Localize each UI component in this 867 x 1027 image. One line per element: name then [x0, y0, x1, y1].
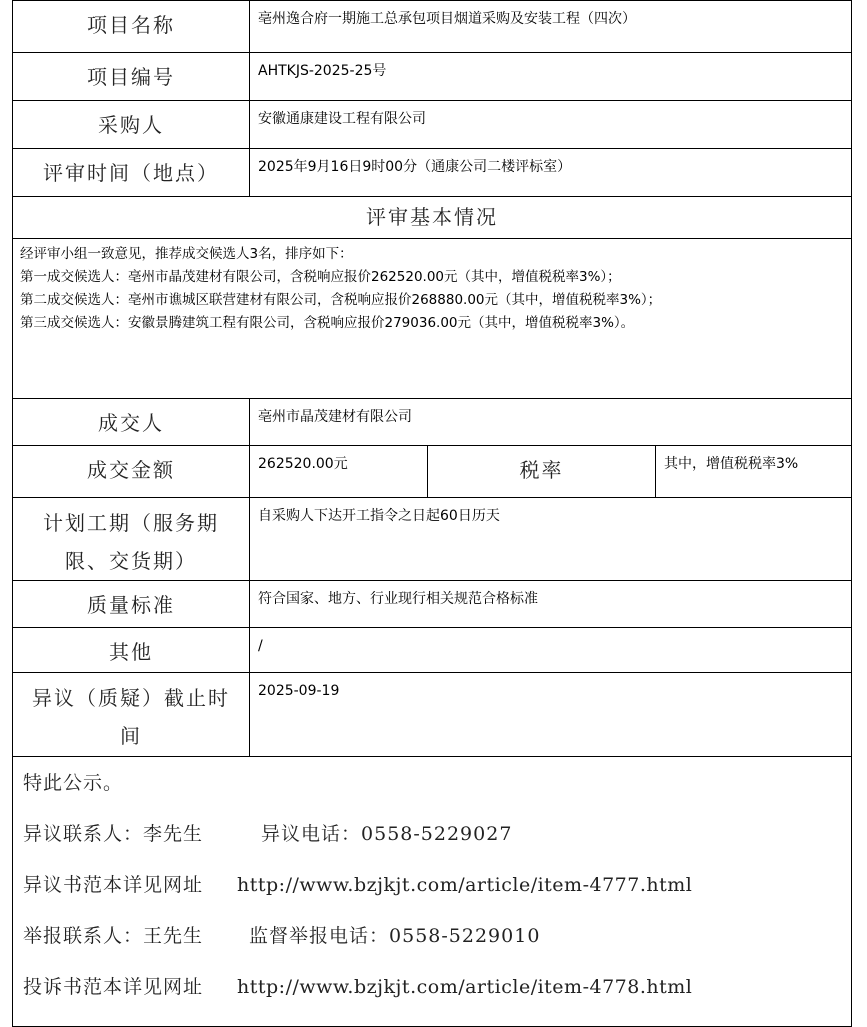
row-quality — [13, 581, 852, 628]
objection-doc-link[interactable]: http://www.bzjkjt.com/article/item-4777.html — [237, 874, 693, 896]
review-section-title: 评审基本情况 — [13, 197, 852, 239]
project-name-value: 亳州逸合府一期施工总承包项目烟道采购及安装工程（四次） — [250, 1, 852, 53]
row-amount — [13, 446, 852, 498]
quality-label: 质量标准 — [13, 581, 250, 628]
review-time-value: 2025年9月16日9时00分（通康公司二楼评标室） — [250, 149, 852, 197]
objection-deadline-label-line: 异议（质疑）截止时 — [32, 686, 230, 710]
announcement-document — [12, 0, 851, 1018]
purchaser-label: 采购人 — [13, 101, 250, 149]
objection-doc-label: 异议书范本详见网址 — [23, 874, 204, 896]
objection-contact-line — [23, 822, 841, 873]
other-value: / — [250, 628, 852, 673]
review-summary-line: 第三成交候选人：安徽景腾建筑工程有限公司，含税响应报价279036.00元（其中，增值税税率3%）。 — [20, 315, 635, 331]
tax-value: 其中，增值税税率3% — [656, 446, 852, 498]
complaint-doc-link[interactable]: http://www.bzjkjt.com/article/item-4778.html — [237, 976, 693, 998]
objection-contact: 异议联系人：李先生 — [23, 823, 204, 845]
purchaser-value: 安徽通康建设工程有限公司 — [250, 101, 852, 149]
project-name-label: 项目名称 — [13, 1, 250, 53]
winner-value: 亳州市晶茂建材有限公司 — [250, 399, 852, 446]
complaint-doc-label: 投诉书范本详见网址 — [23, 976, 204, 998]
row-review-summary — [13, 239, 852, 399]
row-winner — [13, 399, 852, 446]
amount-value: 262520.00元 — [250, 446, 428, 498]
other-label: 其他 — [13, 628, 250, 673]
row-other — [13, 628, 852, 673]
row-purchaser — [13, 101, 852, 149]
objection-deadline-label-line: 间 — [120, 724, 142, 748]
tax-label: 税率 — [428, 446, 656, 498]
row-project-name — [13, 1, 852, 53]
period-label-line: 计划工期（服务期 — [43, 511, 219, 535]
report-phone: 监督举报电话：0558-5229010 — [249, 925, 541, 947]
notice-block — [13, 757, 852, 1027]
period-label-line: 限、交货期） — [65, 549, 197, 573]
project-number-label: 项目编号 — [13, 53, 250, 101]
row-review-time — [13, 149, 852, 197]
announcement-table — [12, 0, 852, 1027]
notice-intro: 特此公示。 — [23, 772, 124, 794]
objection-deadline-value: 2025-09-19 — [250, 673, 852, 757]
review-summary-line: 第二成交候选人：亳州市谯城区联营建材有限公司，含税响应报价268880.00元（其中，增值税税率3%）； — [20, 292, 662, 308]
period-label — [13, 498, 250, 581]
review-summary-line: 第一成交候选人：亳州市晶茂建材有限公司，含税响应报价262520.00元（其中，增值税税率3%）； — [20, 269, 621, 285]
review-time-label: 评审时间（地点） — [13, 149, 250, 197]
objection-phone: 异议电话：0558-5229027 — [261, 823, 513, 845]
row-objection-deadline — [13, 673, 852, 757]
row-review-title — [13, 197, 852, 239]
period-value: 自采购人下达开工指令之日起60日历天 — [250, 498, 852, 581]
complaint-doc-line — [23, 975, 841, 1026]
objection-doc-line — [23, 873, 841, 924]
amount-label: 成交金额 — [13, 446, 250, 498]
row-project-number — [13, 53, 852, 101]
review-summary-line: 经评审小组一致意见，推荐成交候选人3名，排序如下： — [20, 246, 353, 262]
row-notice — [13, 757, 852, 1027]
objection-deadline-label — [13, 673, 250, 757]
quality-value: 符合国家、地方、行业现行相关规范合格标准 — [250, 581, 852, 628]
report-contact-line — [23, 924, 841, 975]
project-number-value: AHTKJS-2025-25号 — [250, 53, 852, 101]
report-contact: 举报联系人：王先生 — [23, 925, 204, 947]
row-period — [13, 498, 852, 581]
review-summary — [13, 239, 852, 399]
winner-label: 成交人 — [13, 399, 250, 446]
